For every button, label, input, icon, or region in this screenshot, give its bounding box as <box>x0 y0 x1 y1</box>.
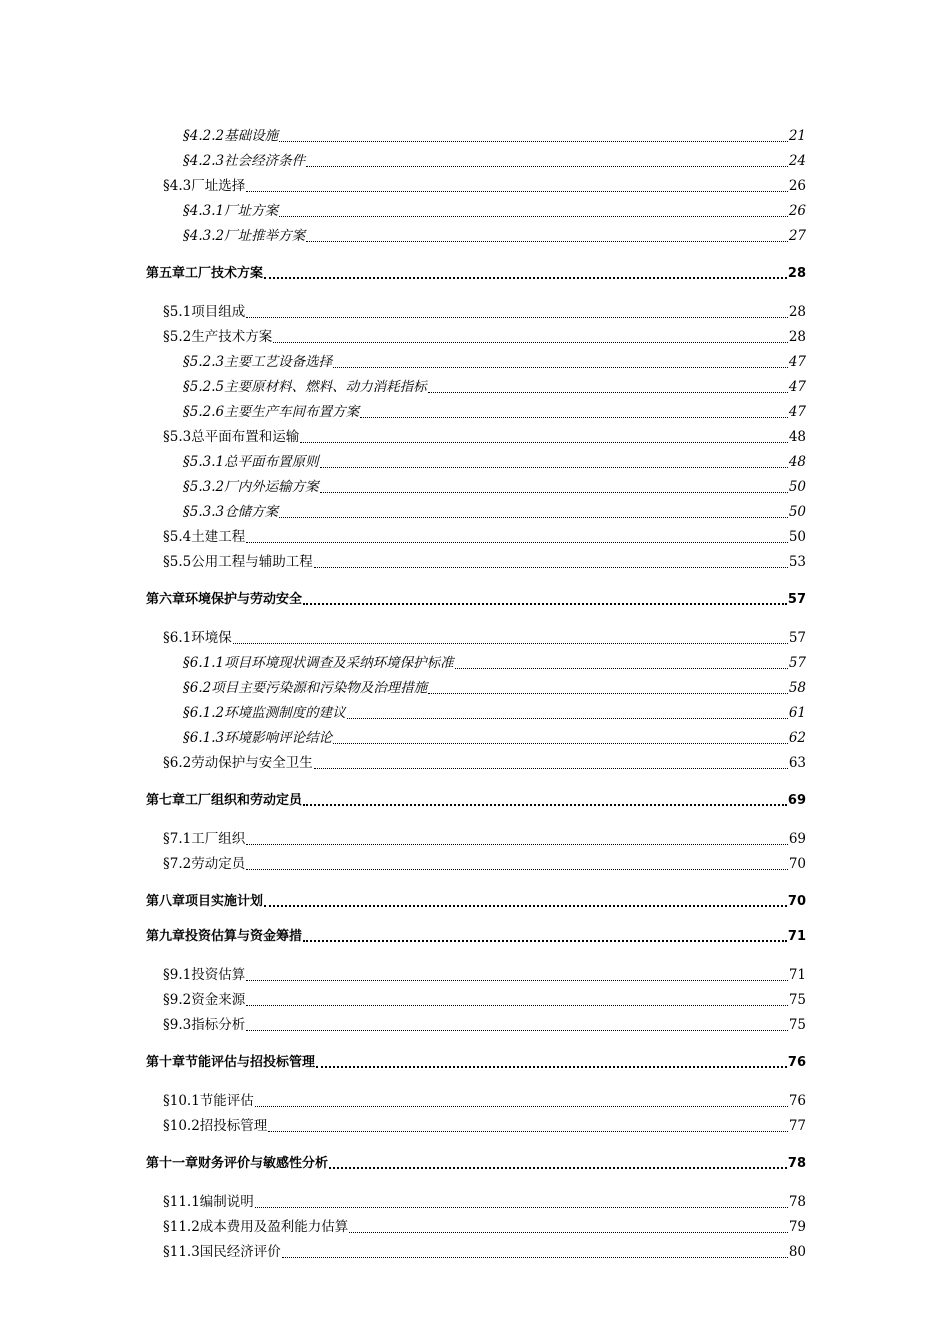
toc-dot-leader <box>255 1106 788 1107</box>
toc-entry-page-number: 76 <box>788 1093 806 1109</box>
toc-entry-page-number: 71 <box>788 967 806 983</box>
toc-entry-page-number: 75 <box>788 992 806 1008</box>
toc-chapter-entry[interactable] <box>146 893 806 911</box>
toc-entry-page-number: 76 <box>787 1055 806 1070</box>
toc-dot-leader <box>455 668 788 669</box>
toc-dot-leader <box>316 1066 787 1068</box>
toc-entry-page-number: 70 <box>787 894 806 909</box>
toc-entry-page-number: 26 <box>788 203 806 219</box>
toc-entry-page-number: 80 <box>788 1244 806 1260</box>
toc-entry-page-number: 47 <box>788 379 806 395</box>
toc-dot-leader <box>246 191 788 192</box>
toc-entry-title: 第六章环境保护与劳动安全 <box>146 592 303 607</box>
toc-entry-title: §4.3厂址选择 <box>163 178 246 194</box>
toc-section-entry[interactable] <box>146 963 806 988</box>
toc-entry-page-number: 75 <box>788 1017 806 1033</box>
toc-section-entry[interactable] <box>146 1190 806 1215</box>
toc-dot-leader <box>264 905 787 907</box>
toc-entry-title: §6.1.3环境影响评论结论 <box>183 730 333 746</box>
toc-entry-title: §5.5公用工程与辅助工程 <box>163 554 313 570</box>
toc-dot-leader <box>233 643 788 644</box>
toc-entry-title: §11.3国民经济评价 <box>163 1244 281 1260</box>
toc-section-entry[interactable] <box>146 1089 806 1114</box>
toc-entry-title: §4.3.2厂址推举方案 <box>183 228 306 244</box>
toc-section-entry[interactable] <box>146 988 806 1013</box>
toc-dot-leader <box>264 277 787 279</box>
toc-section-entry[interactable] <box>146 626 806 651</box>
toc-entry-title: §5.1项目组成 <box>163 304 246 320</box>
toc-subsection-entry[interactable] <box>146 726 806 751</box>
toc-section-entry[interactable] <box>146 425 806 450</box>
toc-dot-leader <box>306 241 788 242</box>
toc-entry-title: §6.1.2环境监测制度的建议 <box>183 705 346 721</box>
toc-entry-title: §4.2.2基础设施 <box>183 128 279 144</box>
toc-dot-leader <box>303 940 787 942</box>
toc-entry-title: 第七章工厂组织和劳动定员 <box>146 793 303 808</box>
toc-entry-page-number: 77 <box>788 1118 806 1134</box>
toc-dot-leader <box>320 467 788 468</box>
toc-entry-title: §5.2.5主要原材料、燃料、动力消耗指标 <box>183 379 427 395</box>
toc-dot-leader <box>282 1257 788 1258</box>
toc-entry-title: §10.1节能评估 <box>163 1093 254 1109</box>
toc-entry-title: §4.3.1厂址方案 <box>183 203 279 219</box>
toc-entry-title: §6.1.1项目环境现状调查及采纳环境保护标准 <box>183 655 454 671</box>
table-of-contents <box>146 124 806 1265</box>
toc-entry-title: §5.2.3主要工艺设备选择 <box>183 354 333 370</box>
toc-dot-leader <box>246 317 788 318</box>
toc-entry-title: §5.3.1总平面布置原则 <box>183 454 319 470</box>
toc-entry-title: 第十章节能评估与招投标管理 <box>146 1055 316 1070</box>
toc-entry-page-number: 28 <box>788 304 806 320</box>
toc-chapter-entry[interactable] <box>146 792 806 810</box>
toc-subsection-entry[interactable] <box>146 224 806 249</box>
toc-entry-page-number: 69 <box>787 793 806 808</box>
toc-subsection-entry[interactable] <box>146 701 806 726</box>
toc-section-entry[interactable] <box>146 300 806 325</box>
toc-chapter-entry[interactable] <box>146 1054 806 1072</box>
toc-chapter-entry[interactable] <box>146 928 806 946</box>
toc-entry-page-number: 78 <box>788 1194 806 1210</box>
toc-entry-page-number: 79 <box>788 1219 806 1235</box>
toc-section-entry[interactable] <box>146 325 806 350</box>
toc-dot-leader <box>279 141 788 142</box>
toc-section-entry[interactable] <box>146 550 806 575</box>
toc-entry-title: §5.3总平面布置和运输 <box>163 429 300 445</box>
toc-entry-title: 第十一章财务评价与敏感性分析 <box>146 1156 329 1171</box>
toc-dot-leader <box>314 768 788 769</box>
toc-entry-title: §4.2.3社会经济条件 <box>183 153 306 169</box>
toc-subsection-entry[interactable] <box>146 350 806 375</box>
toc-chapter-entry[interactable] <box>146 591 806 609</box>
toc-section-entry[interactable] <box>146 174 806 199</box>
toc-entry-title: §5.3.3仓储方案 <box>183 504 279 520</box>
toc-dot-leader <box>246 869 788 870</box>
toc-dot-leader <box>347 718 788 719</box>
toc-entry-title: §11.1编制说明 <box>163 1194 254 1210</box>
toc-section-entry[interactable] <box>146 1240 806 1265</box>
toc-entry-title: §7.1工厂组织 <box>163 831 246 847</box>
toc-dot-leader <box>246 1030 788 1031</box>
toc-dot-leader <box>246 844 788 845</box>
toc-dot-leader <box>333 367 788 368</box>
toc-section-entry[interactable] <box>146 1114 806 1139</box>
toc-entry-page-number: 57 <box>788 655 806 671</box>
toc-subsection-entry[interactable] <box>146 149 806 174</box>
toc-section-entry[interactable] <box>146 1215 806 1240</box>
toc-dot-leader <box>246 1005 788 1006</box>
toc-entry-page-number: 24 <box>788 153 806 169</box>
toc-dot-leader <box>303 804 787 806</box>
toc-dot-leader <box>279 517 788 518</box>
toc-entry-title: §6.2项目主要污染源和污染物及治理措施 <box>183 680 428 696</box>
toc-dot-leader <box>246 980 788 981</box>
toc-dot-leader <box>428 693 788 694</box>
toc-dot-leader <box>320 492 788 493</box>
toc-entry-page-number: 47 <box>788 404 806 420</box>
toc-entry-title: §5.2生产技术方案 <box>163 329 273 345</box>
toc-subsection-entry[interactable] <box>146 676 806 701</box>
toc-entry-title: §10.2招投标管理 <box>163 1118 268 1134</box>
toc-entry-title: §11.2成本费用及盈利能力估算 <box>163 1219 349 1235</box>
toc-entry-title: §5.2.6主要生产车间布置方案 <box>183 404 360 420</box>
toc-dot-leader <box>349 1232 788 1233</box>
toc-entry-page-number: 63 <box>788 755 806 771</box>
toc-subsection-entry[interactable] <box>146 375 806 400</box>
toc-entry-page-number: 47 <box>788 354 806 370</box>
toc-entry-page-number: 26 <box>788 178 806 194</box>
toc-subsection-entry[interactable] <box>146 450 806 475</box>
toc-dot-leader <box>279 216 788 217</box>
toc-chapter-entry[interactable] <box>146 265 806 283</box>
toc-section-entry[interactable] <box>146 525 806 550</box>
toc-entry-page-number: 57 <box>788 630 806 646</box>
toc-entry-page-number: 62 <box>788 730 806 746</box>
toc-entry-title: §5.4土建工程 <box>163 529 246 545</box>
toc-entry-title: §9.1投资估算 <box>163 967 246 983</box>
toc-entry-page-number: 50 <box>788 479 806 495</box>
toc-entry-page-number: 71 <box>787 929 806 944</box>
toc-entry-page-number: 61 <box>788 705 806 721</box>
toc-entry-page-number: 69 <box>788 831 806 847</box>
toc-entry-page-number: 21 <box>788 128 806 144</box>
toc-entry-page-number: 28 <box>787 266 806 281</box>
toc-entry-title: §6.2劳动保护与安全卫生 <box>163 755 313 771</box>
toc-section-entry[interactable] <box>146 1013 806 1038</box>
toc-dot-leader <box>333 743 788 744</box>
toc-subsection-entry[interactable] <box>146 475 806 500</box>
toc-subsection-entry[interactable] <box>146 400 806 425</box>
toc-subsection-entry[interactable] <box>146 199 806 224</box>
toc-entry-title: 第八章项目实施计划 <box>146 894 264 909</box>
toc-dot-leader <box>329 1167 787 1169</box>
toc-entry-page-number: 78 <box>787 1156 806 1171</box>
toc-entry-page-number: 50 <box>788 529 806 545</box>
toc-subsection-entry[interactable] <box>146 124 806 149</box>
toc-dot-leader <box>306 166 788 167</box>
toc-dot-leader <box>314 567 788 568</box>
toc-subsection-entry[interactable] <box>146 500 806 525</box>
toc-entry-page-number: 28 <box>788 329 806 345</box>
toc-entry-title: 第五章工厂技术方案 <box>146 266 264 281</box>
toc-dot-leader <box>255 1207 788 1208</box>
toc-section-entry[interactable] <box>146 751 806 776</box>
toc-section-entry[interactable] <box>146 852 806 877</box>
toc-entry-title: §9.2资金来源 <box>163 992 246 1008</box>
toc-section-entry[interactable] <box>146 827 806 852</box>
toc-entry-page-number: 57 <box>787 592 806 607</box>
toc-entry-page-number: 50 <box>788 504 806 520</box>
toc-entry-title: 第九章投资估算与资金筹措 <box>146 929 303 944</box>
toc-entry-page-number: 70 <box>788 856 806 872</box>
toc-entry-page-number: 27 <box>788 228 806 244</box>
toc-dot-leader <box>428 392 788 393</box>
toc-dot-leader <box>300 442 788 443</box>
toc-dot-leader <box>360 417 788 418</box>
toc-dot-leader <box>268 1131 788 1132</box>
toc-entry-page-number: 48 <box>788 454 806 470</box>
toc-entry-page-number: 48 <box>788 429 806 445</box>
toc-entry-title: §6.1环境保 <box>163 630 232 646</box>
toc-entry-page-number: 53 <box>788 554 806 570</box>
toc-dot-leader <box>273 342 788 343</box>
toc-entry-title: §5.3.2厂内外运输方案 <box>183 479 319 495</box>
toc-entry-title: §7.2劳动定员 <box>163 856 246 872</box>
toc-entry-title: §9.3指标分析 <box>163 1017 246 1033</box>
toc-dot-leader <box>246 542 788 543</box>
toc-dot-leader <box>303 603 787 605</box>
toc-entry-page-number: 58 <box>788 680 806 696</box>
toc-chapter-entry[interactable] <box>146 1155 806 1173</box>
toc-subsection-entry[interactable] <box>146 651 806 676</box>
